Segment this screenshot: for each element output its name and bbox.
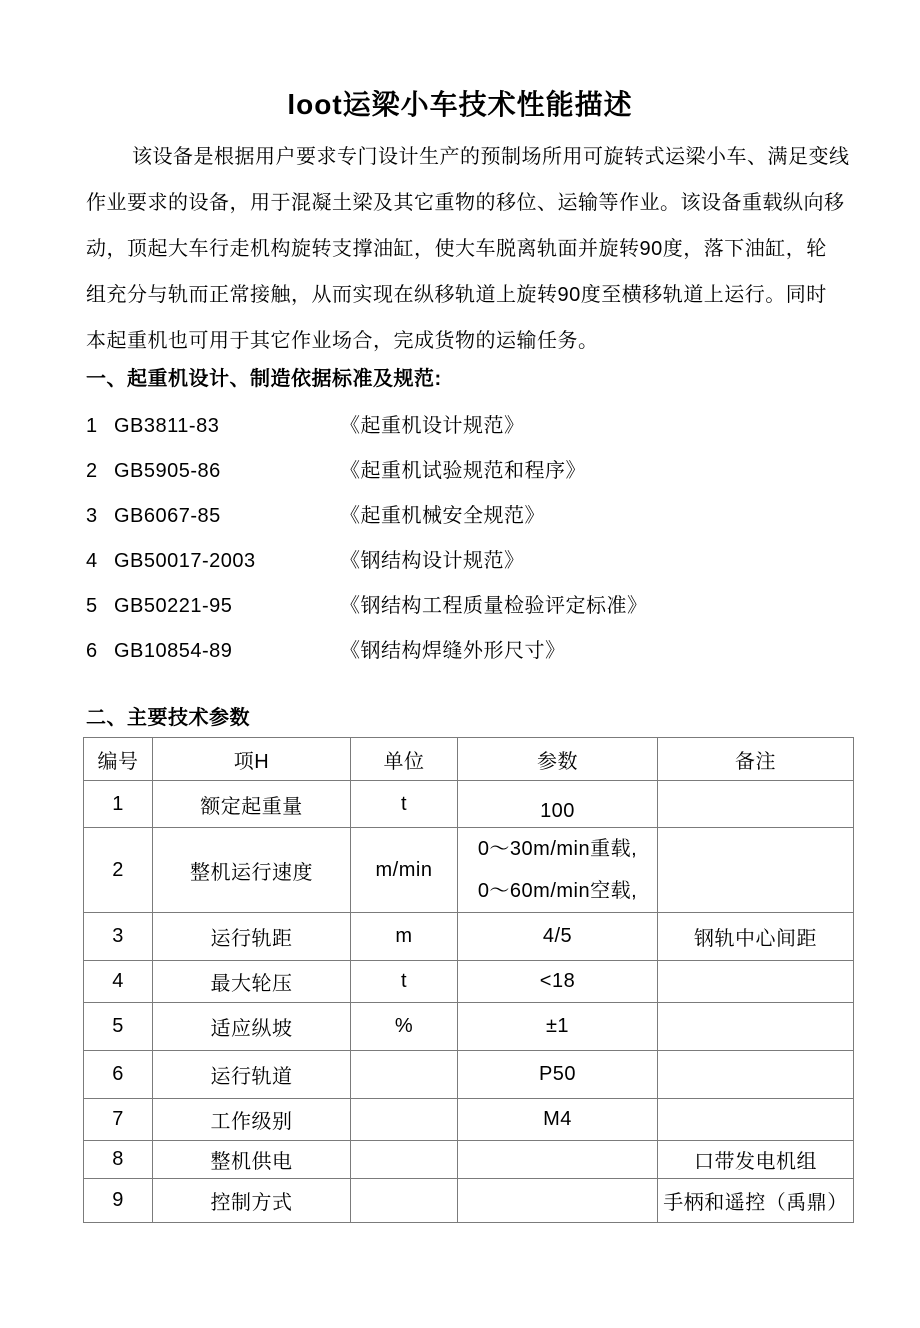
page-title: loot运梁小车技术性能描述 [287,89,633,120]
cell-unit: m/min [351,828,458,913]
standard-row [86,629,920,674]
column-header-item: 项H [153,738,351,781]
standard-row [86,449,920,494]
cell-unit: m [351,913,458,961]
standard-row [86,494,920,539]
cell-note [658,1099,854,1141]
cell-note: 钢轨中心间距 [658,913,854,961]
cell-item: 工作级别 [153,1099,351,1141]
cell-no: 4 [84,961,153,1003]
standard-code: GB5905-86 [114,460,221,482]
intro-line: 动，顶起大车行走机构旋转支撑油缸，使大车脱离轨面并旋转90度，落下油缸，轮 [86,238,827,260]
standard-name: 《起重机械安全规范》 [340,505,545,527]
cell-unit [351,1051,458,1099]
cell-unit: t [351,781,458,828]
cell-item: 控制方式 [153,1179,351,1223]
cell-note: 口带发电机组 [658,1141,854,1179]
standard-row [86,539,920,584]
standard-code: GB3811-83 [114,415,220,437]
cell-no: 9 [84,1179,153,1223]
intro-line: 作业要求的设备，用于混凝土梁及其它重物的移位、运输等作业。该设备重载纵向移 [86,192,845,214]
cell-no: 2 [84,828,153,913]
standard-code: GB10854-89 [114,640,233,662]
column-header-unit: 单位 [351,738,458,781]
section-one-heading: 一、起重机设计、制造依据标准及规范: [86,368,442,390]
standard-row [86,584,920,629]
table-row [84,1003,854,1051]
standard-code: GB50017-2003 [114,550,256,572]
standard-number: 5 [86,595,98,617]
cell-no: 5 [84,1003,153,1051]
cell-item: 运行轨距 [153,913,351,961]
standard-row [86,404,920,449]
standard-code: GB50221-95 [114,595,233,617]
cell-param: <18 [458,961,658,1003]
param-line: 0～60m/min空载, [477,880,638,902]
cell-no: 6 [84,1051,153,1099]
cell-param: 100 [458,781,658,828]
standard-name: 《钢结构工程质量检验评定标准》 [340,595,648,617]
cell-no: 7 [84,1099,153,1141]
cell-note [658,961,854,1003]
cell-unit [351,1179,458,1223]
table-row [84,961,854,1003]
intro-line: 组充分与轨而正常接触，从而实现在纵移轨道上旋转90度至横移轨道上运行。同时 [86,284,827,306]
cell-param: 4/5 [458,913,658,961]
cell-unit [351,1141,458,1179]
cell-param [458,828,658,913]
cell-param: M4 [458,1099,658,1141]
column-header-note: 备注 [658,738,854,781]
standard-number: 3 [86,505,98,527]
cell-no: 3 [84,913,153,961]
cell-item: 最大轮压 [153,961,351,1003]
table-header-row [84,738,854,781]
standard-code: GB6067-85 [114,505,221,527]
table-row [84,1099,854,1141]
cell-unit: % [351,1003,458,1051]
cell-param: P50 [458,1051,658,1099]
cell-note [658,1051,854,1099]
cell-unit: t [351,961,458,1003]
cell-item: 运行轨道 [153,1051,351,1099]
standard-number: 2 [86,460,98,482]
parameters-table [83,737,854,1223]
cell-unit [351,1099,458,1141]
cell-no: 1 [84,781,153,828]
cell-note: 手柄和遥控（禹鼎） [658,1179,854,1223]
table-row [84,1141,854,1179]
cell-no: 8 [84,1141,153,1179]
cell-note [658,828,854,913]
standards-list [86,404,920,674]
cell-note [658,781,854,828]
cell-item: 适应纵坡 [153,1003,351,1051]
cell-param: ±1 [458,1003,658,1051]
intro-line: 该设备是根据用户要求专门设计生产的预制场所用可旋转式运梁小车、满足变线 [132,146,850,168]
intro-line: 本起重机也可用于其它作业场合，完成货物的运输任务。 [86,330,599,352]
table-row [84,781,854,828]
cell-param [458,1141,658,1179]
standard-name: 《起重机试验规范和程序》 [340,460,586,482]
standard-number: 6 [86,640,98,662]
standard-name: 《钢结构焊缝外形尺寸》 [340,640,566,662]
standard-number: 4 [86,550,98,572]
cell-note [658,1003,854,1051]
column-header-param: 参数 [458,738,658,781]
cell-item: 额定起重量 [153,781,351,828]
table-row [84,1179,854,1223]
intro-paragraph [86,134,850,364]
table-row [84,828,854,913]
standard-number: 1 [86,415,98,437]
table-row [84,1051,854,1099]
column-header-no: 编号 [84,738,153,781]
standard-name: 《起重机设计规范》 [340,415,525,437]
table-row [84,913,854,961]
param-line: 0～30m/min重载, [477,838,638,860]
cell-item: 整机运行速度 [153,828,351,913]
standard-name: 《钢结构设计规范》 [340,550,525,572]
section-two-heading: 二、主要技术参数 [86,707,250,729]
cell-item: 整机供电 [153,1141,351,1179]
cell-param [458,1179,658,1223]
